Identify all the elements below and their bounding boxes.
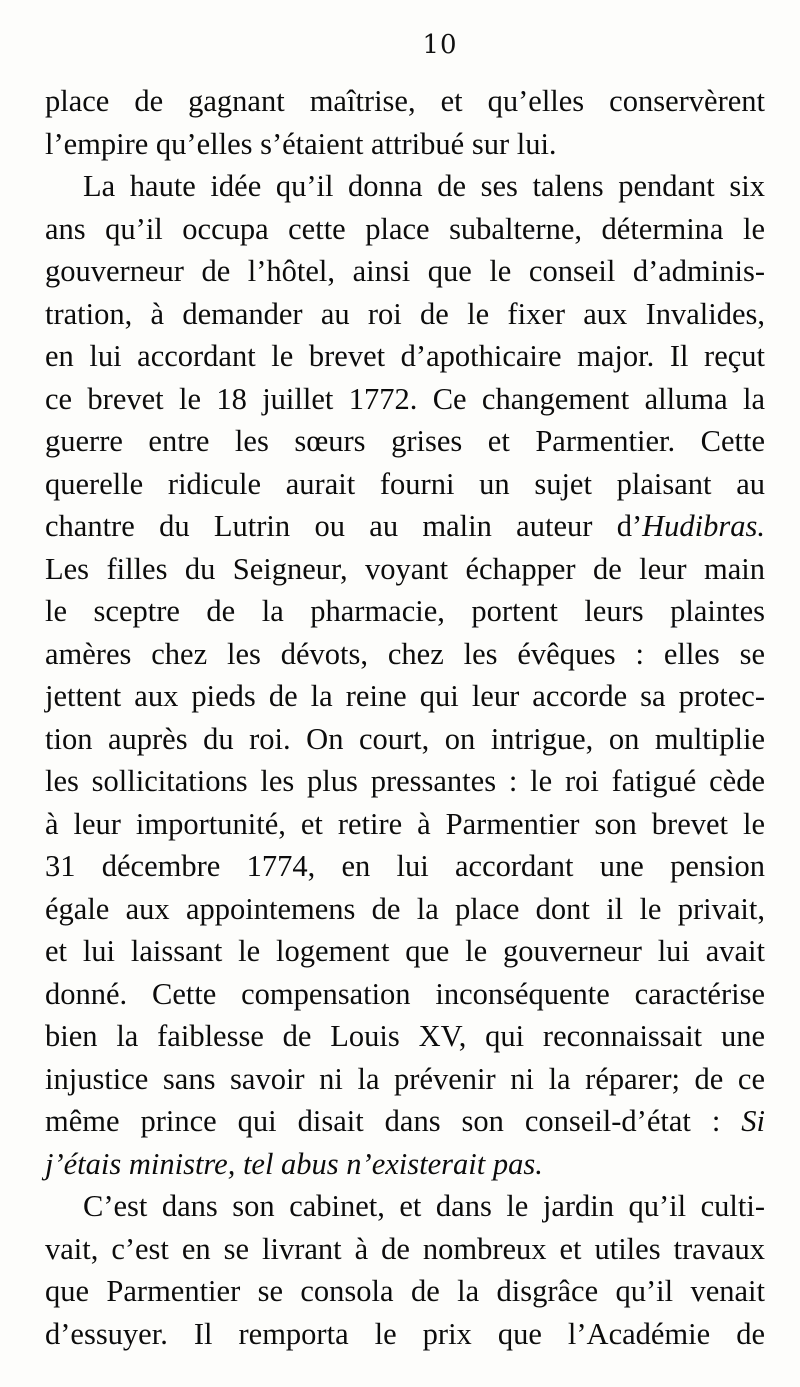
text-line [45, 505, 765, 548]
text-line-content: Les filles du Seigneur, voyant échapper de leur main [45, 551, 765, 586]
text-line [45, 1100, 765, 1143]
body-text [45, 80, 765, 1355]
text-line-content: chantre du Lutrin ou au malin auteur d’ [45, 509, 643, 543]
text-line [45, 973, 765, 1016]
text-line-content: gouverneur de l’hôtel, ainsi que le conseil d’adminis- [45, 254, 765, 288]
text-line [45, 208, 765, 251]
text-line-content: injustice sans savoir ni la prévenir ni la réparer; de ce [45, 1061, 765, 1096]
text-line [45, 633, 765, 676]
text-line-content: vait, c’est en se livrant à de nombreux et utiles travaux [45, 1231, 765, 1266]
text-line-content: le sceptre de la pharmacie, portent leurs plaintes [45, 594, 765, 628]
text-line [45, 420, 765, 463]
italic-text: Si [741, 1104, 765, 1138]
text-line-content: les sollicitations les plus pressantes : le roi fatigué cède [45, 764, 765, 798]
text-line [45, 1270, 765, 1313]
italic-text: j’étais ministre, tel abus n’existerait pas. [45, 1146, 543, 1181]
page-number: 10 [422, 30, 458, 60]
text-line [45, 1228, 765, 1271]
text-line [45, 123, 765, 166]
text-line-content: guerre entre les sœurs grises et Parmentier. Cette [45, 424, 765, 458]
text-line [45, 930, 765, 973]
text-line-content: même prince qui disait dans son conseil-d’état : [45, 1104, 742, 1138]
text-line-content: en lui accordant le brevet d’apothicaire major. Il reçut [45, 339, 765, 373]
text-line-content: bien la faiblesse de Louis XV, qui reconnaissait une [45, 1019, 765, 1053]
text-line-content: ans qu’il occupa cette place subalterne, détermina le [45, 211, 765, 246]
text-line [45, 675, 765, 718]
text-line [45, 80, 765, 123]
text-line [45, 590, 765, 633]
text-line [45, 760, 765, 803]
italic-text: Hudibras. [642, 509, 765, 543]
text-line [45, 888, 765, 931]
text-line [45, 803, 765, 846]
text-line [45, 165, 765, 208]
text-line [45, 1058, 765, 1101]
text-line-content: que Parmentier se consola de la disgrâce qu’il venait [45, 1274, 765, 1308]
text-line-content: égale aux appointemens de la place dont il le privait, [45, 891, 765, 926]
text-line-content: querelle ridicule aurait fourni un sujet plaisant au [45, 466, 765, 501]
text-line-content: et lui laissant le logement que le gouverneur lui avait [45, 934, 765, 968]
text-line-content: 31 décembre 1774, en lui accordant une pension [45, 849, 765, 883]
text-line [45, 845, 765, 888]
text-line [45, 1185, 765, 1228]
text-line-content: jettent aux pieds de la reine qui leur accorde sa protec- [45, 679, 765, 713]
text-line-content: tion auprès du roi. On court, on intrigue, on multiplie [45, 721, 765, 756]
text-line [45, 250, 765, 293]
text-line-content: à leur importunité, et retire à Parmentier son brevet le [45, 806, 765, 841]
text-line [45, 1015, 765, 1058]
text-line-content: place de gagnant maîtrise, et qu’elles conservèrent [45, 84, 765, 118]
text-line-content: tration, à demander au roi de le fixer aux Invalides, [45, 296, 765, 331]
text-line [45, 718, 765, 761]
text-line-content: C’est dans son cabinet, et dans le jardin qu’il culti- [83, 1189, 765, 1223]
text-line-content: La haute idée qu’il donna de ses talens pendant six [83, 169, 765, 203]
text-line [45, 463, 765, 506]
text-line [45, 1143, 765, 1186]
text-line [45, 293, 765, 336]
text-line [45, 1313, 765, 1356]
text-line [45, 548, 765, 591]
text-line-content: ce brevet le 18 juillet 1772. Ce changement alluma la [45, 381, 765, 416]
text-line [45, 378, 765, 421]
text-line-content: d’essuyer. Il remporta le prix que l’Académie de [45, 1316, 765, 1351]
text-line-content: donné. Cette compensation inconséquente caractérise [45, 976, 765, 1011]
text-line [45, 335, 765, 378]
text-line-content: amères chez les dévots, chez les évêques : elles se [45, 636, 765, 671]
text-line-content: l’empire qu’elles s’étaient attribué sur lui. [45, 126, 557, 161]
